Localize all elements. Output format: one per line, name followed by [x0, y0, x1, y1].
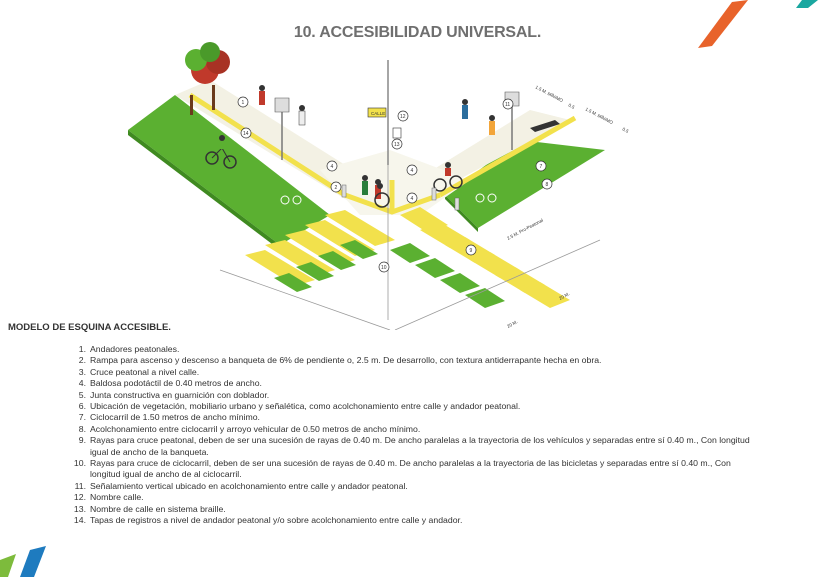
section-subtitle: MODELO DE ESQUINA ACCESIBLE.	[8, 322, 171, 333]
decorative-brush-bottom-left	[0, 540, 60, 577]
callout-4b	[407, 165, 417, 175]
page-title: 10. ACCESIBILIDAD UNIVERSAL.	[293, 24, 542, 41]
svg-text:13: 13	[394, 142, 400, 148]
svg-text:1.5 M. MÍNIMO: 1.5 M. MÍNIMO	[534, 84, 564, 104]
callout-12	[398, 111, 408, 121]
svg-text:4: 4	[410, 196, 414, 202]
svg-text:11: 11	[505, 102, 511, 108]
callout-11	[503, 99, 513, 109]
svg-text:2.5 M. Pro-Peatonal: 2.5 M. Pro-Peatonal	[506, 217, 544, 241]
list-item: 6. Ubicación de vegetación, mobiliario urbano y señalética, como acolchonamiento entre calle y andador peatonal.	[78, 401, 521, 412]
svg-text:4: 4	[330, 164, 334, 170]
svg-text:1: 1	[241, 100, 245, 106]
list-item: 13. Nombre de calle en sistema braille.	[73, 503, 226, 514]
list-item: 7. Ciclocarril de 1.50 metros de ancho mínimo.	[78, 412, 260, 423]
list-item: 1. Andadores peatonales.	[78, 344, 180, 354]
svg-text:14: 14	[243, 131, 249, 137]
svg-text:7: 7	[539, 164, 543, 170]
svg-text:2: 2	[334, 185, 338, 191]
list-item: 12. Nombre calle.	[73, 492, 144, 503]
street-name-sign: CALLE	[371, 111, 386, 116]
svg-text:4: 4	[410, 168, 414, 174]
list-item: 2. Rampa para ascenso y descenso a banqueta de 6% de pendiente o, 2.5 m. De desarrollo, con textura antiderrapante hecha en obra.	[78, 355, 602, 366]
list-item: 9. Rayas para cruce peatonal, deben de ser una sucesión de rayas de 0.40 m. De ancho paralelas a la trayectoria de los vehículos y separadas entre sí 0.40 m., Con longitud igual de ancho de la banqueta.	[78, 435, 750, 457]
svg-text:10: 10	[381, 265, 387, 271]
callout-7	[536, 161, 546, 171]
list-item: 4. Baldosa podotáctil de 0.40 metros de ancho.	[78, 378, 262, 389]
legend-list	[72, 344, 762, 527]
callout-9	[466, 245, 476, 255]
svg-text:20 M.: 20 M.	[506, 319, 519, 329]
callout-1	[238, 97, 248, 107]
list-item: 11. Señalamiento vertical ubicado en acolchonamiento entre calle y andador peatonal.	[74, 480, 408, 491]
callout-13	[392, 139, 402, 149]
list-item: 14. Tapas de registros a nivel de andador peatonal y/o sobre acolchonamiento entre calle y andador.	[73, 515, 463, 526]
svg-text:0.5: 0.5	[621, 126, 630, 134]
callout-10	[379, 262, 389, 272]
svg-text:20 M.: 20 M.	[558, 291, 571, 301]
callout-2	[331, 182, 341, 192]
corner-plaza	[320, 150, 470, 215]
list-item: 5. Junta constructiva en guarnición con doblador.	[78, 389, 270, 400]
svg-text:1.5 M. MÍNIMO: 1.5 M. MÍNIMO	[584, 106, 614, 126]
callout-4c	[407, 193, 417, 203]
svg-text:12: 12	[400, 114, 406, 120]
svg-text:0.5: 0.5	[567, 102, 576, 110]
svg-text:8: 8	[545, 182, 549, 188]
list-item: 8. Acolchonamiento entre ciclocarril y arroyo vehicular de 0.50 metros de ancho mínimo.	[78, 423, 421, 434]
list-item: 10. Rayas para cruce de ciclocarril, deben de ser una sucesión de rayas de 0.40 m. De ancho paralelas a la trayectoria de las bicicletas y separadas entre sí 0.40 m., Con longitud igual de ancho de al ciclocarril.	[73, 458, 731, 480]
callout-14a	[241, 128, 251, 138]
list-item: 3. Cruce peatonal a nivel calle.	[78, 366, 200, 377]
svg-text:9: 9	[469, 248, 473, 254]
callout-8	[542, 179, 552, 189]
callout-4a	[327, 161, 337, 171]
